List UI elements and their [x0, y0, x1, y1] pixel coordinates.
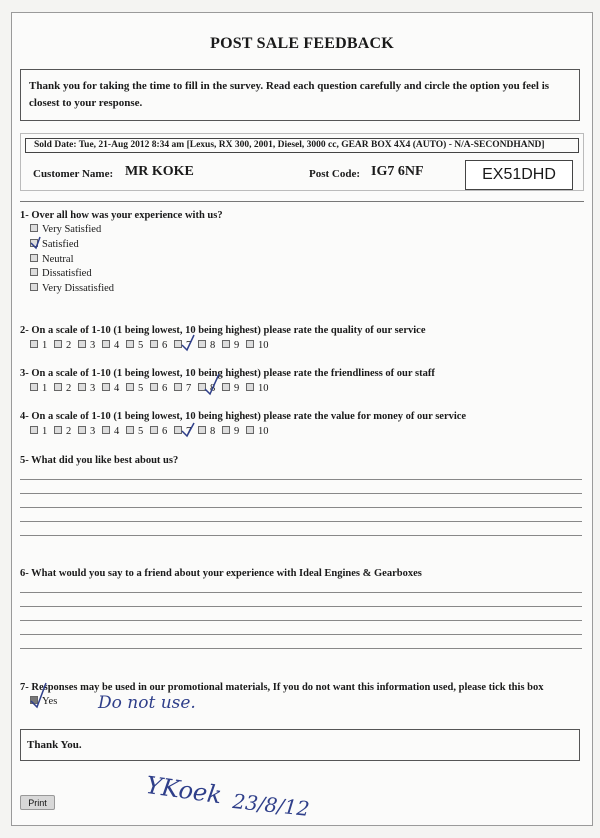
sold-date-value: Tue, 21-Aug 2012 8:34 am: [78, 140, 185, 150]
scale-option[interactable]: 4: [102, 383, 126, 394]
answer-line[interactable]: [20, 592, 582, 593]
form-title: POST SALE FEEDBACK: [210, 35, 394, 52]
scale-option[interactable]: 7: [174, 426, 198, 437]
answer-line[interactable]: [20, 493, 582, 494]
section-divider: [20, 201, 584, 202]
scale-option[interactable]: 10: [246, 340, 270, 351]
checkbox[interactable]: [30, 239, 38, 247]
scale-option[interactable]: 2: [54, 340, 78, 351]
scale-option[interactable]: 8: [198, 426, 222, 437]
scale-option[interactable]: 7: [174, 383, 198, 394]
checkbox[interactable]: [30, 224, 38, 232]
scale-option[interactable]: 2: [54, 426, 78, 437]
scale-option[interactable]: 9: [222, 340, 246, 351]
answer-line[interactable]: [20, 634, 582, 635]
answer-line[interactable]: [20, 479, 582, 480]
scale-option[interactable]: 4: [102, 426, 126, 437]
print-button[interactable]: Print: [20, 795, 55, 810]
signature: YKoek: [144, 771, 224, 810]
answer-line[interactable]: [20, 521, 582, 522]
scale-option[interactable]: 10: [246, 426, 270, 437]
scale-option[interactable]: 9: [222, 383, 246, 394]
q2-scale: [30, 340, 270, 351]
q7-option-yes[interactable]: Yes: [30, 696, 57, 707]
q4-scale: [30, 426, 270, 437]
customer-name-label: Customer Name:: [33, 168, 114, 180]
checkbox[interactable]: [30, 283, 38, 291]
postcode-label: Post Code:: [309, 168, 361, 180]
signature-date: 23/8/12: [231, 789, 311, 821]
scale-option[interactable]: 4: [102, 340, 126, 351]
scale-option[interactable]: 1: [30, 340, 54, 351]
handwritten-note: Do not use.: [98, 693, 196, 713]
answer-line[interactable]: [20, 648, 582, 649]
question-3: 3- On a scale of 1-10 (1 being lowest, 10 being highest) please rate the friendliness of our staff: [20, 368, 435, 379]
scale-option[interactable]: 9: [222, 426, 246, 437]
scale-option[interactable]: 3: [78, 426, 102, 437]
question-1: 1- Over all how was your experience with us?: [20, 210, 223, 221]
intro-box: Thank you for taking the time to fill in the survey. Read each question carefully and circle the option you feel is closest to your response.: [20, 69, 580, 121]
question-7: 7- Responses may be used in our promotional materials, If you do not want this information used, please tick this box: [20, 682, 544, 693]
scale-option[interactable]: 5: [126, 340, 150, 351]
scale-option[interactable]: 6: [150, 340, 174, 351]
q1-option-satisfied[interactable]: Satisfied: [30, 239, 79, 250]
registration-plate: EX51DHD: [465, 160, 573, 190]
scale-option[interactable]: 6: [150, 383, 174, 394]
scale-option[interactable]: 6: [150, 426, 174, 437]
scale-option[interactable]: 10: [246, 383, 270, 394]
sold-date-row: [25, 138, 579, 153]
scale-option[interactable]: 8: [198, 340, 222, 351]
q1-option-very-dissatisfied[interactable]: Very Dissatisfied: [30, 283, 114, 294]
scale-option[interactable]: 5: [126, 426, 150, 437]
checkbox[interactable]: [30, 268, 38, 276]
feedback-form: [11, 12, 593, 826]
scale-option[interactable]: 3: [78, 383, 102, 394]
scale-option[interactable]: 1: [30, 426, 54, 437]
q3-scale: [30, 383, 270, 394]
vehicle-details: [Lexus, RX 300, 2001, Diesel, 3000 cc, GEAR BOX 4X4 (AUTO) - N/A-SECONDHAND]: [186, 140, 545, 150]
checkbox[interactable]: [30, 696, 38, 704]
postcode-value: IG7 6NF: [371, 164, 424, 179]
scale-option[interactable]: 1: [30, 383, 54, 394]
answer-line[interactable]: [20, 507, 582, 508]
answer-line[interactable]: [20, 535, 582, 536]
scale-option[interactable]: 8: [198, 383, 222, 394]
question-4: 4- On a scale of 1-10 (1 being lowest, 10 being highest) please rate the value for money of our service: [20, 411, 467, 422]
question-5: 5- What did you like best about us?: [20, 455, 179, 466]
scale-option[interactable]: 3: [78, 340, 102, 351]
q1-option-very-satisfied[interactable]: Very Satisfied: [30, 224, 101, 235]
q1-option-neutral[interactable]: Neutral: [30, 254, 74, 265]
checkbox[interactable]: [30, 254, 38, 262]
scale-option[interactable]: 7: [174, 340, 198, 351]
thank-you-box: Thank You.: [20, 729, 580, 761]
question-2: 2- On a scale of 1-10 (1 being lowest, 10 being highest) please rate the quality of our service: [20, 325, 426, 336]
q1-option-dissatisfied[interactable]: Dissatisfied: [30, 268, 92, 279]
customer-name-value: MR KOKE: [125, 164, 194, 179]
scale-option[interactable]: 5: [126, 383, 150, 394]
answer-line[interactable]: [20, 606, 582, 607]
answer-line[interactable]: [20, 620, 582, 621]
sold-date-label: Sold Date:: [34, 140, 77, 150]
scale-option[interactable]: 2: [54, 383, 78, 394]
question-6: 6- What would you say to a friend about your experience with Ideal Engines & Gearboxes: [20, 568, 422, 579]
